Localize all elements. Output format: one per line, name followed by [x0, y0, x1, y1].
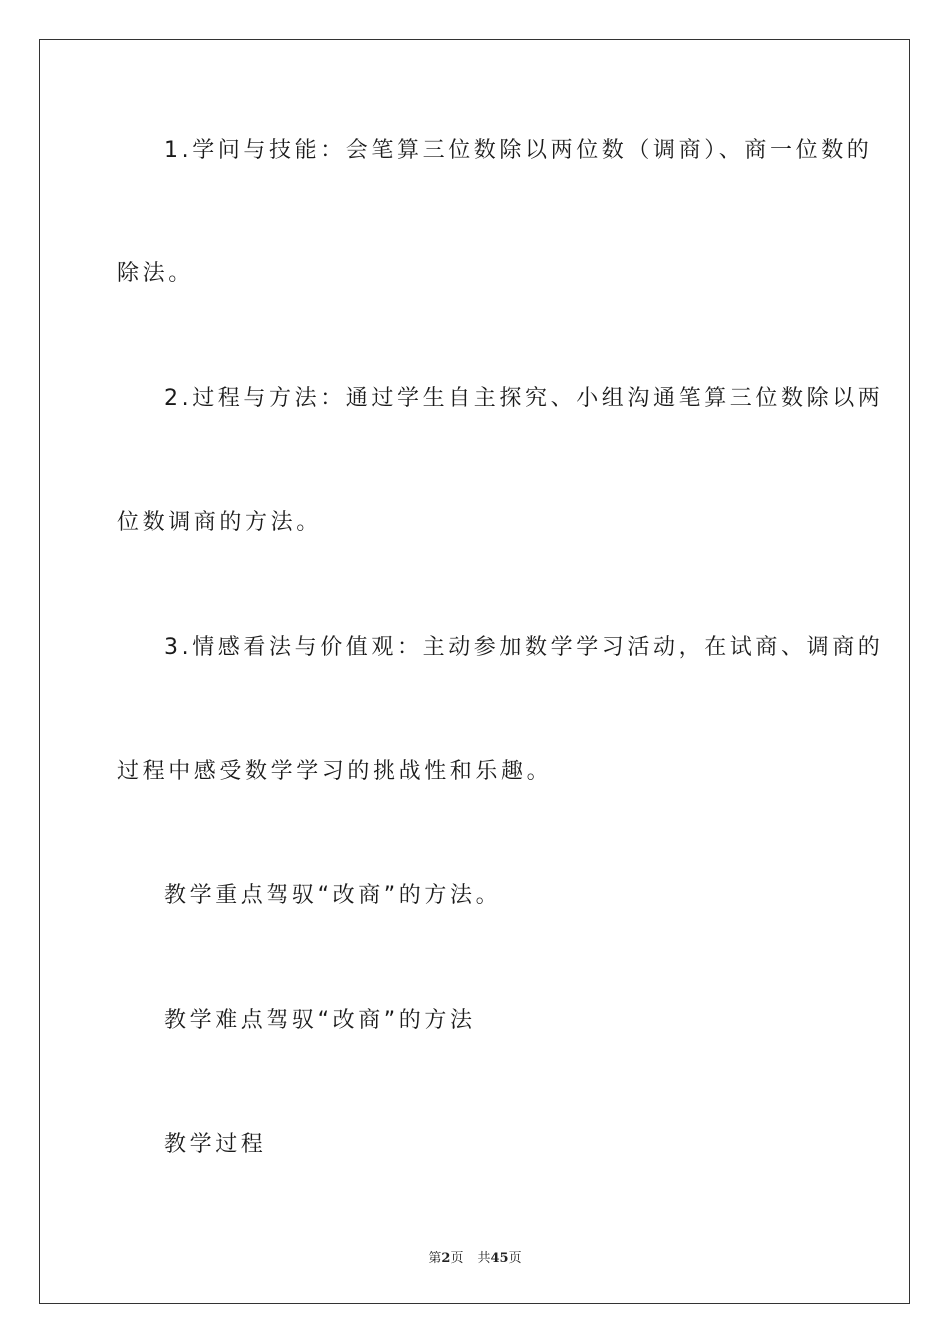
footer-page-suffix: 页 [450, 1251, 464, 1266]
objective-process-line-2: 位数调商的方法。 [117, 510, 322, 535]
teaching-process-heading: 教学过程 [164, 1132, 267, 1157]
footer-page-prefix: 第 [428, 1251, 442, 1266]
objective-attitude-line-2: 过程中感受数学学习的挑战性和乐趣。 [117, 759, 553, 784]
objective-knowledge-line-2: 除法。 [117, 261, 194, 286]
footer-total-pages: 45 [490, 1251, 509, 1266]
objective-process-line-1: 2.过程与方法：通过学生自主探究、小组沟通笔算三位数除以两 [164, 386, 884, 411]
objective-knowledge-line-1: 1.学问与技能：会笔算三位数除以两位数（调商）、商一位数的 [164, 138, 873, 163]
page-border [39, 39, 910, 1304]
footer-page-number: 2 [441, 1251, 451, 1266]
objective-attitude-line-1: 3.情感看法与价值观：主动参加数学学习活动，在试商、调商的 [164, 635, 884, 660]
teaching-focus: 教学重点驾驭“改商”的方法。 [164, 883, 502, 908]
footer-total-suffix: 页 [508, 1251, 522, 1266]
footer-total-prefix: 共 [477, 1251, 491, 1266]
teaching-difficulty: 教学难点驾驭“改商”的方法 [164, 1008, 476, 1033]
page-footer [0, 1247, 950, 1266]
